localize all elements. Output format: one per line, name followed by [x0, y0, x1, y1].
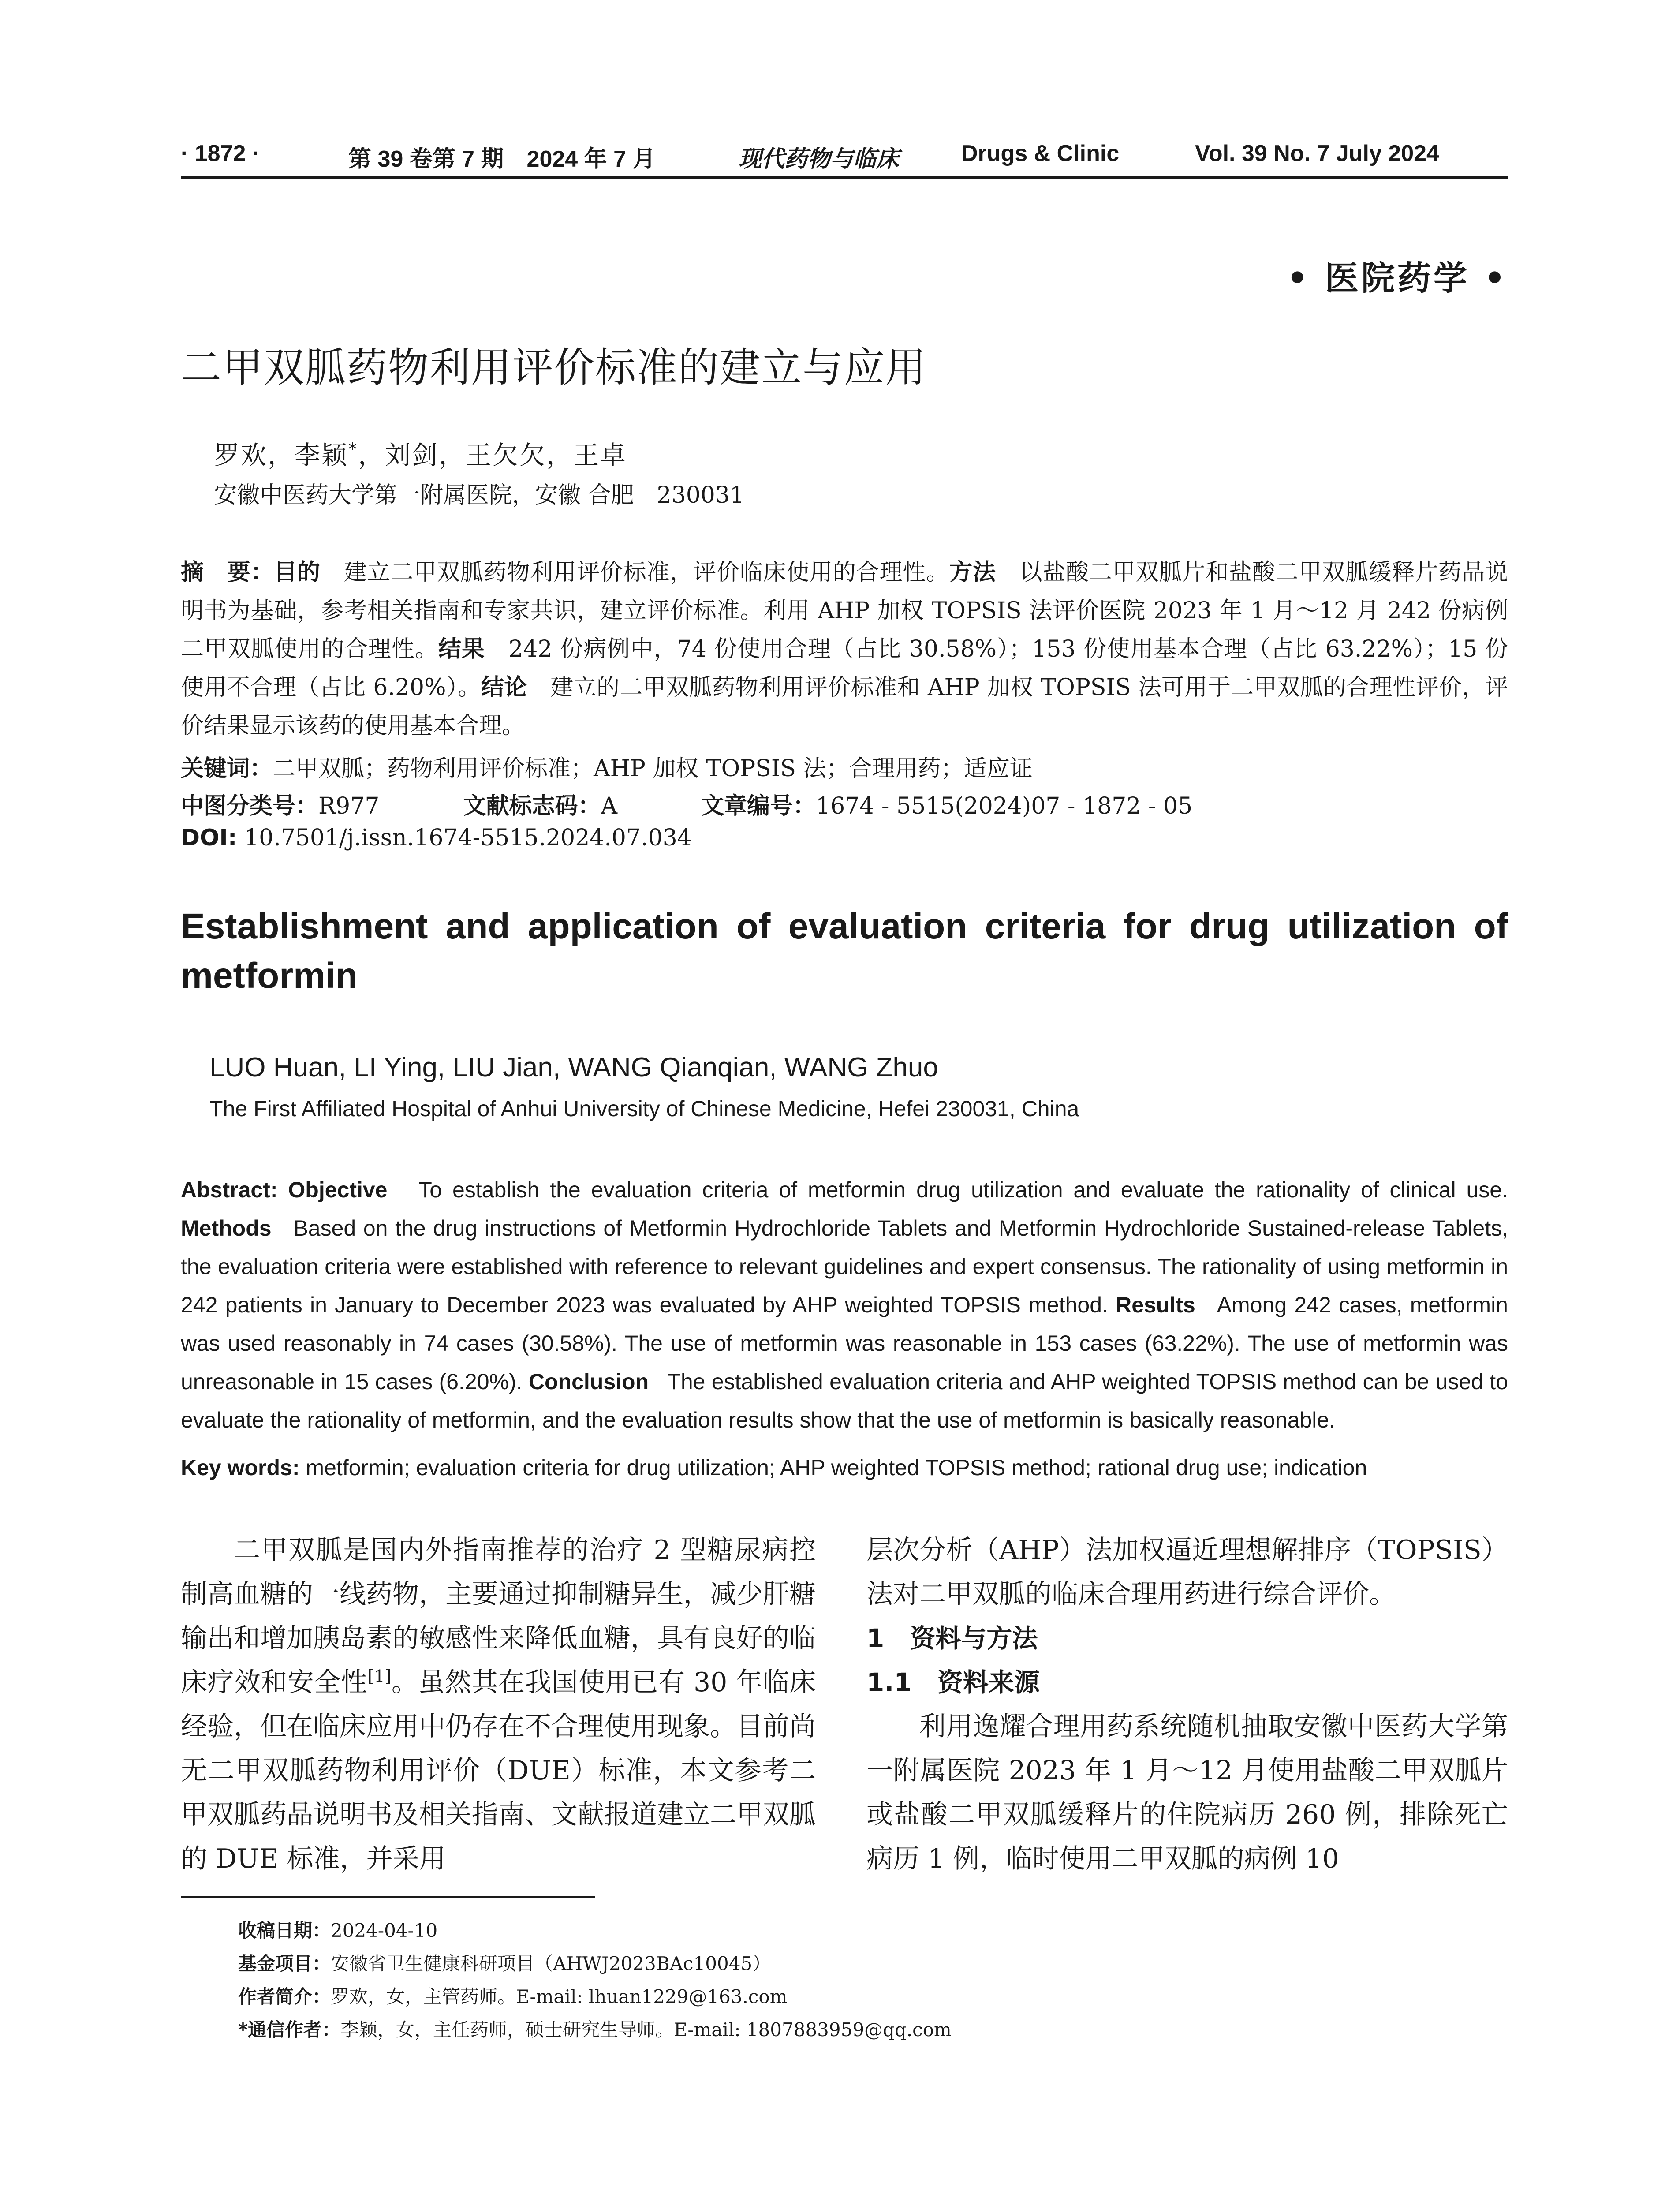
footnote-rule [181, 1896, 595, 1898]
header-journal-en: Drugs & Clinic [961, 141, 1120, 166]
footnote-received: 收稿日期：2024-04-10 [238, 1920, 438, 1941]
keywords-en: Key words: metformin; evaluation criteria for drug utilization; AHP weighted TOPSIS method; rational drug use; indication [181, 1455, 1367, 1480]
citation: [1] [367, 1667, 392, 1686]
header-journal-cn: 现代药物与临床 [739, 146, 900, 172]
abstract-en: Abstract: Objective To establish the evaluation criteria of metformin drug utilization and evaluate the rationality of clinical use. Methods Based on the drug instructions of Metformin Hydrochloride Tablets and Metformin Hydrochloride Sustained-release Tablets, the evaluation criteria were established with reference to relevant guidelines and expert consensus. The rationality of using metformin in 242 patients in January to December 2023 was evaluated by AHP weighted TOPSIS method. Results Among 242 cases, metformin was used reasonably in 74 cases (30.58%). The use of metformin was reasonable in 153 cases (63.22%). The use of metformin was unreasonable in 15 cases (6.20%). Conclusion The established evaluation criteria and AHP weighted TOPSIS method can be used to evaluate the rationality of metformin, and the evaluation results show that the use of metformin is basically reasonable. [181, 1177, 1508, 1432]
authors-en: LUO Huan, LI Ying, LIU Jian, WANG Qianqian, WANG Zhuo [209, 1052, 938, 1083]
header-issue-cn: 第 39 卷第 7 期 2024 年 7 月 [348, 146, 656, 172]
affiliation-en: The First Affiliated Hospital of Anhui University of Chinese Medicine, Hefei 230031, China [209, 1096, 1079, 1121]
header-issue-en: Vol. 39 No. 7 July 2024 [1195, 141, 1439, 166]
footnote-fund: 基金项目：安徽省卫生健康科研项目（AHWJ2023BAc10045） [238, 1953, 771, 1974]
body-column-right [866, 1528, 1508, 1881]
header-rule [181, 176, 1508, 179]
running-header [181, 140, 1508, 171]
corresponding-mark: * [348, 439, 358, 459]
classification-line: 中图分类号：R977 文献标志码：A 文章编号：1674 - 5515(2024)07 - 1872 - 05 [181, 793, 1193, 819]
section-heading: 1 资料与方法 [866, 1623, 1038, 1653]
column-label: • 医院药学 • [1286, 258, 1508, 298]
affiliation-cn: 安徽中医药大学第一附属医院，安徽 合肥 230031 [214, 482, 745, 508]
body-column-left [181, 1528, 816, 1881]
footnote-author-bio: 作者简介：罗欢，女，主管药师。E-mail: lhuan1229@163.com [238, 1986, 788, 2007]
body-paragraph: 利用逸耀合理用药系统随机抽取安徽中医药大学第一附属医院 2023 年 1 月～12 月使用盐酸二甲双胍片或盐酸二甲双胍缓释片的住院病历 260 例，排除死亡病历 1 例，临时使用二甲双胍的病例 10 [866, 1711, 1508, 1874]
body-paragraph: 二甲双胍是国内外指南推荐的治疗 2 型糖尿病控制高血糖的一线药物，主要通过抑制糖异生，减少肝糖输出和增加胰岛素的敏感性来降低血糖，具有良好的临床疗效和安全性[1]。虽然其在我国使用已有 30 年临床经验，但在临床应用中仍存在不合理使用现象。目前尚无二甲双胍药物利用评价（DUE）标准，本文参考二甲双胍药品说明书及相关指南、文献报道建立二甲双胍的 DUE 标准，并采用 [181, 1535, 816, 1874]
title-en: Establishment and application of evaluation criteria for drug utilization of metformin [181, 906, 1508, 996]
subsection-heading: 1.1 资料来源 [866, 1667, 1040, 1697]
keywords-cn: 关键词：二甲双胍；药物利用评价标准；AHP 加权 TOPSIS 法；合理用药；适应证 [181, 755, 1033, 782]
header-page-number: · 1872 · [181, 141, 260, 166]
abstract-cn: 摘 要：目的 建立二甲双胍药物利用评价标准，评价临床使用的合理性。方法 以盐酸二甲双胍片和盐酸二甲双胍缓释片药品说明书为基础，参考相关指南和专家共识，建立评价标准。利用 AHP 加权 TOPSIS 法评价医院 2023 年 1 月～12 月 242 份病例二甲双胍使用的合理性。结果 242 份病例中，74 份使用合理（占比 30.58%）；153 份使用基本合理（占比 63.22%）；15 份使用不合理（占比 6.20%）。结论 建立的二甲双胍药物利用评价标准和 AHP 加权 TOPSIS 法可用于二甲双胍的合理性评价，评价结果显示该药的使用基本合理。 [181, 559, 1508, 739]
authors-cn: 罗欢，李颖*，刘剑，王欠欠，王卓 [214, 439, 627, 470]
doi-line: DOI: 10.7501/j.issn.1674-5515.2024.07.034 [181, 825, 692, 851]
title-cn: 二甲双胍药物利用评价标准的建立与应用 [181, 344, 927, 391]
body-paragraph: 层次分析（AHP）法加权逼近理想解排序（TOPSIS）法对二甲双胍的临床合理用药进行综合评价。 [866, 1535, 1508, 1610]
footnote-corresponding: *通信作者：李颖，女，主任药师，硕士研究生导师。E-mail: 1807883959@qq.com [238, 2019, 952, 2041]
